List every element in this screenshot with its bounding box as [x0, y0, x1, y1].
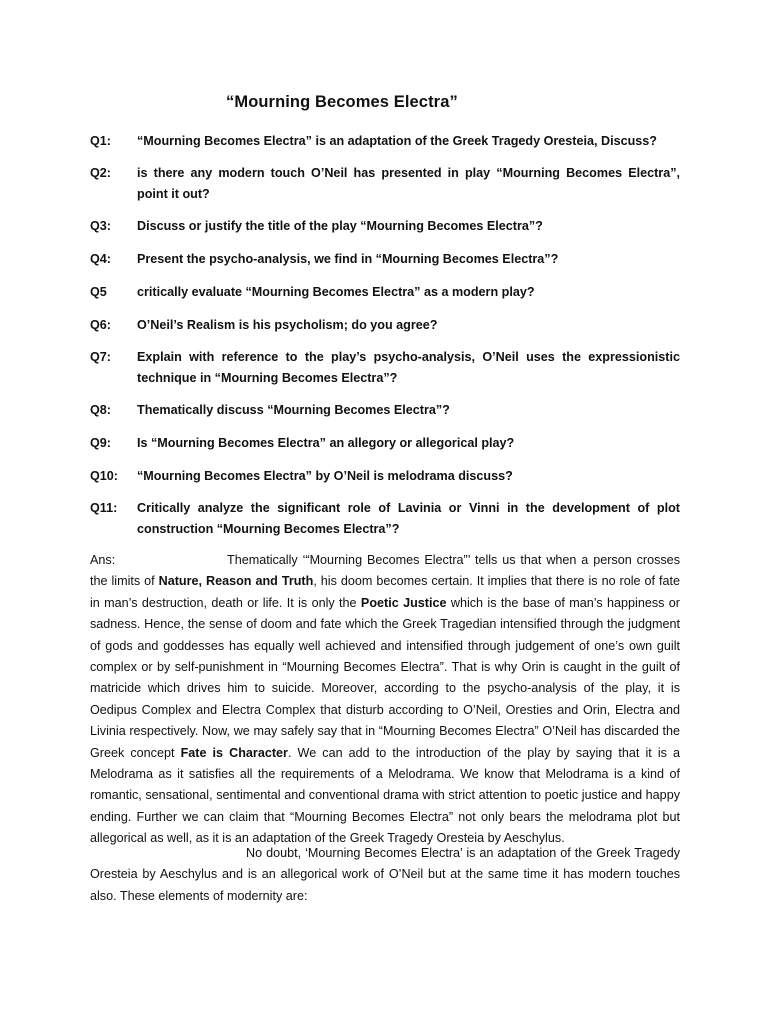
question-number: Q2:	[90, 166, 111, 180]
answer-text: . We can add to the introduction of the play by saying that it is a Melodrama as it satisfies all the requirements of a Melodrama. We know that Melodrama is a kind of romantic, sensational, sentimental and conventional drama with strict attention to poetic justice and happy ending. Further we can claim that “Mourning Becomes Electra” not only bears the melodrama plot but allegorical as well, as it is an adaptation of the Greek Tragedy Oresteia by Aeschylus.	[90, 745, 681, 846]
answer-label: Ans:	[90, 553, 116, 567]
question-item	[90, 282, 680, 303]
question-text: critically evaluate “Mourning Becomes Electra” as a modern play?	[137, 285, 535, 299]
question-number: Q7:	[90, 350, 111, 364]
answer-text: , his doom becomes certain. It implies that there is no role of fate in man’s destruction, death or life. It is only the	[90, 574, 681, 610]
question-number: Q1:	[90, 134, 111, 148]
question-item	[90, 315, 680, 336]
question-text: is there any modern touch O’Neil has presented in play “Mourning Becomes Electra”, point it out?	[137, 166, 680, 201]
question-text: Discuss or justify the title of the play “Mourning Becomes Electra”?	[137, 219, 543, 233]
question-number: Q5	[90, 285, 107, 299]
question-text: “Mourning Becomes Electra” is an adaptation of the Greek Tragedy Oresteia, Discuss?	[137, 134, 657, 148]
question-item	[90, 466, 680, 487]
question-number: Q10:	[90, 469, 118, 483]
question-text: Present the psycho-analysis, we find in “Mourning Becomes Electra”?	[137, 252, 559, 266]
question-item	[90, 249, 680, 270]
answer-bold-text: Nature, Reason and Truth	[158, 574, 314, 589]
question-item	[90, 400, 680, 421]
question-number: Q9:	[90, 436, 111, 450]
question-item	[90, 498, 680, 540]
question-text: O’Neil’s Realism is his psycholism; do you agree?	[137, 318, 438, 332]
question-text: Thematically discuss “Mourning Becomes Electra”?	[137, 403, 450, 417]
question-number: Q3:	[90, 219, 111, 233]
answer-paragraph	[90, 550, 680, 850]
question-item	[90, 163, 680, 205]
question-item	[90, 131, 680, 152]
question-number: Q4:	[90, 252, 111, 266]
question-item	[90, 347, 680, 389]
question-item	[90, 216, 680, 237]
question-number: Q8:	[90, 403, 111, 417]
question-text: “Mourning Becomes Electra” by O’Neil is melodrama discuss?	[137, 469, 513, 483]
question-text: Critically analyze the significant role of Lavinia or Vinni in the development of plot construction “Mourning Becomes Electra”?	[137, 501, 680, 536]
answer-text: Thematically ‘“Mourning Becomes Electra”’ tells us that when a person crosses the limits of	[90, 553, 680, 589]
question-number: Q6:	[90, 318, 111, 332]
question-item	[90, 433, 680, 454]
question-text: Is “Mourning Becomes Electra” an allegory or allegorical play?	[137, 436, 515, 450]
answer-text: which is the base of man’s happiness or sadness. Hence, the sense of doom and fate which the Greek Tragedian intensified through the judgment of gods and goddesses has equally well achieved and intensified through judgement of one’s own guilt complex or by self-punishment in “Mourning Becomes Electra”. That is why Orin is caught in the guilt of matricide which drives him to suicide. Moreover, according to the psycho-analysis of the play, it is Oedipus Complex and Electra Complex that disturb according to O’Neil, Oresties and Orin, Electra and Livinia respectively. Now, we may safely say that in “Mourning Becomes Electra” O’Neil has discarded the Greek concept	[90, 595, 680, 760]
document-title: “Mourning Becomes Electra”	[226, 93, 458, 111]
body-paragraph	[90, 843, 680, 907]
answer-bold-text: Fate is Character	[180, 745, 288, 760]
question-text: Explain with reference to the play’s psycho-analysis, O’Neil uses the expressionistic technique in “Mourning Becomes Electra”?	[137, 350, 680, 385]
answer-bold-text: Poetic Justice	[360, 595, 447, 610]
question-number: Q11:	[90, 501, 118, 515]
paragraph-text: No doubt, ‘Mourning Becomes Electra’ is an adaptation of the Greek Tragedy Oresteia by Aeschylus and is an allegorical work of O’Neil but at the same time it has modern touches also. These elements of modernity are:	[90, 846, 680, 903]
